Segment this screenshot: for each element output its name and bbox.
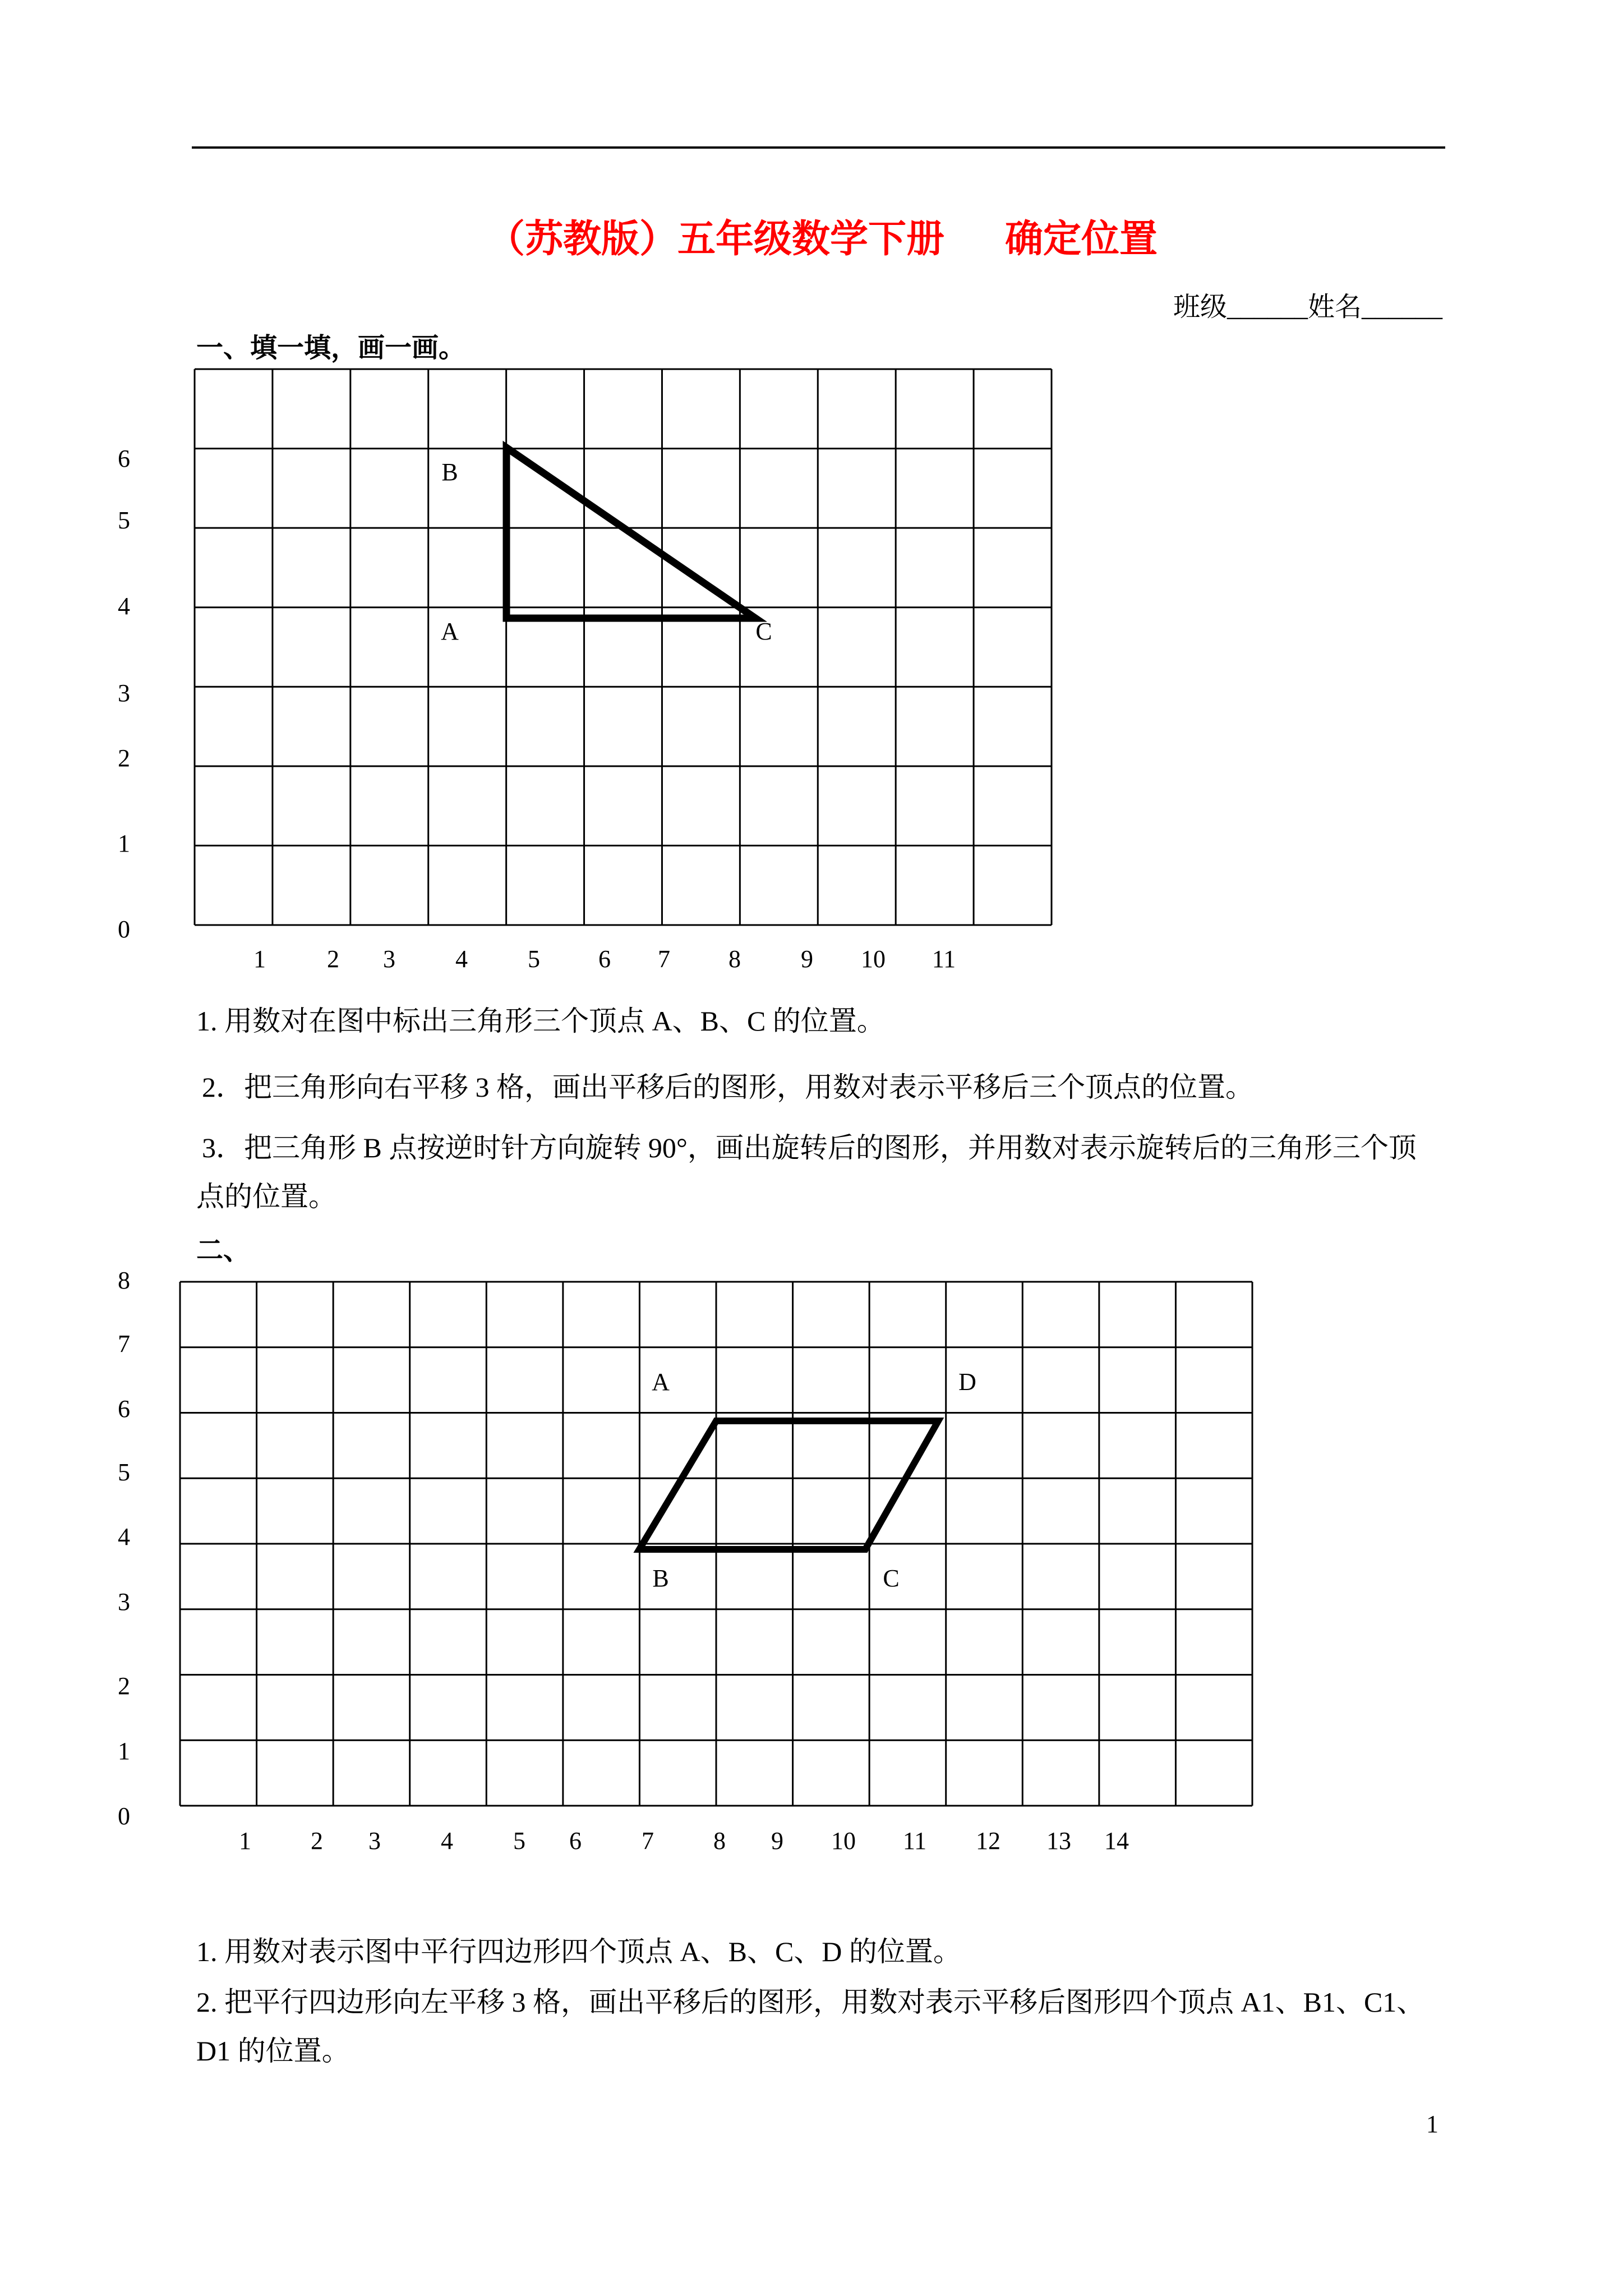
y-axis-label: 8 [118,1267,130,1294]
x-axis-label: 6 [569,1827,582,1855]
x-axis-label: 10 [861,945,886,973]
vertex-label-b: B [652,1565,669,1592]
triangle-figure [506,448,755,618]
x-axis-label: 7 [658,945,670,973]
x-axis-label: 11 [932,945,956,973]
vertex-label-c: C [755,618,772,645]
y-axis-label: 6 [118,445,130,472]
page-number: 1 [1426,2110,1438,2138]
y-axis-label: 7 [118,1330,130,1358]
x-axis-label: 3 [368,1827,381,1855]
vertex-label-d: D [958,1368,976,1396]
x-axis-label: 9 [771,1827,783,1855]
x-axis-label: 1 [253,945,266,973]
y-axis-label: 0 [118,1802,130,1830]
y-axis-label: 3 [118,1588,130,1616]
section2-question-2-line-2: D1 的位置。 [196,2035,350,2067]
section2-question-2-line-1: 2. 把平行四边形向左平移 3 格，画出平移后的图形，用数对表示平移后图形四个顶点 A1、B1、C1、 [196,1986,1425,2018]
parallelogram-figure [639,1421,938,1549]
x-axis-label: 4 [455,945,468,973]
section2-question-1: 1. 用数对表示图中平行四边形四个顶点 A、B、C、D 的位置。 [196,1936,961,1967]
x-axis-label: 5 [528,945,540,973]
section1-heading: 一、填一填，画一画。 [196,333,466,363]
y-axis-label: 5 [118,507,130,534]
title-topic: 确定位置 [1005,218,1158,260]
y-axis-label: 1 [118,1737,130,1765]
x-axis-label: 13 [1046,1827,1071,1855]
x-axis-label: 14 [1104,1827,1129,1855]
section1-question-1: 1. 用数对在图中标出三角形三个顶点 A、B、C 的位置。 [196,1005,885,1037]
page-title [487,218,1158,260]
x-axis-label: 6 [598,945,611,973]
y-axis-label: 3 [118,679,130,707]
y-axis-label: 4 [118,592,130,620]
vertex-label-c: C [883,1565,900,1592]
section1-question-3-line-1: 3．把三角形 B 点按逆时针方向旋转 90°，画出旋转后的图形，并用数对表示旋转后的三角形三个顶 [202,1132,1417,1163]
y-axis-label: 2 [118,744,130,772]
vertex-label-b: B [441,458,458,486]
x-axis-label: 5 [513,1827,525,1855]
y-axis-label: 6 [118,1395,130,1423]
y-axis-label: 5 [118,1458,130,1486]
section1-question-3-line-2: 点的位置。 [196,1181,336,1212]
y-axis-label: 1 [118,830,130,857]
x-axis-label: 8 [713,1827,726,1855]
y-axis-label: 2 [118,1672,130,1700]
coordinate-grid-2 [180,1282,1252,1806]
x-axis-label: 12 [976,1827,1000,1855]
x-axis-label: 9 [801,945,813,973]
vertex-label-a: A [652,1368,670,1396]
x-axis-label: 1 [239,1827,251,1855]
x-axis-label: 7 [642,1827,654,1855]
grid-lines [180,1282,1252,1806]
section1-question-2: 2．把三角形向右平移 3 格，画出平移后的图形，用数对表示平移后三个顶点的位置。 [202,1071,1253,1103]
x-axis-label: 8 [728,945,741,973]
y-axis-label: 0 [118,915,130,943]
title-main: （苏教版）五年级数学下册 [487,218,945,260]
grid-lines [195,369,1052,925]
x-axis-label: 3 [383,945,395,973]
y-axis-label: 4 [118,1523,130,1550]
vertex-label-a: A [441,618,459,645]
x-axis-label: 11 [902,1827,927,1855]
class-name-field: 班级______姓名______ [1173,292,1442,322]
header-rule [192,146,1445,149]
x-axis-label: 2 [327,945,339,973]
x-axis-label: 2 [311,1827,323,1855]
section2-heading: 二、 [196,1236,251,1266]
x-axis-label: 4 [441,1827,453,1855]
x-axis-label: 10 [831,1827,856,1855]
coordinate-grid-1 [195,369,1052,925]
